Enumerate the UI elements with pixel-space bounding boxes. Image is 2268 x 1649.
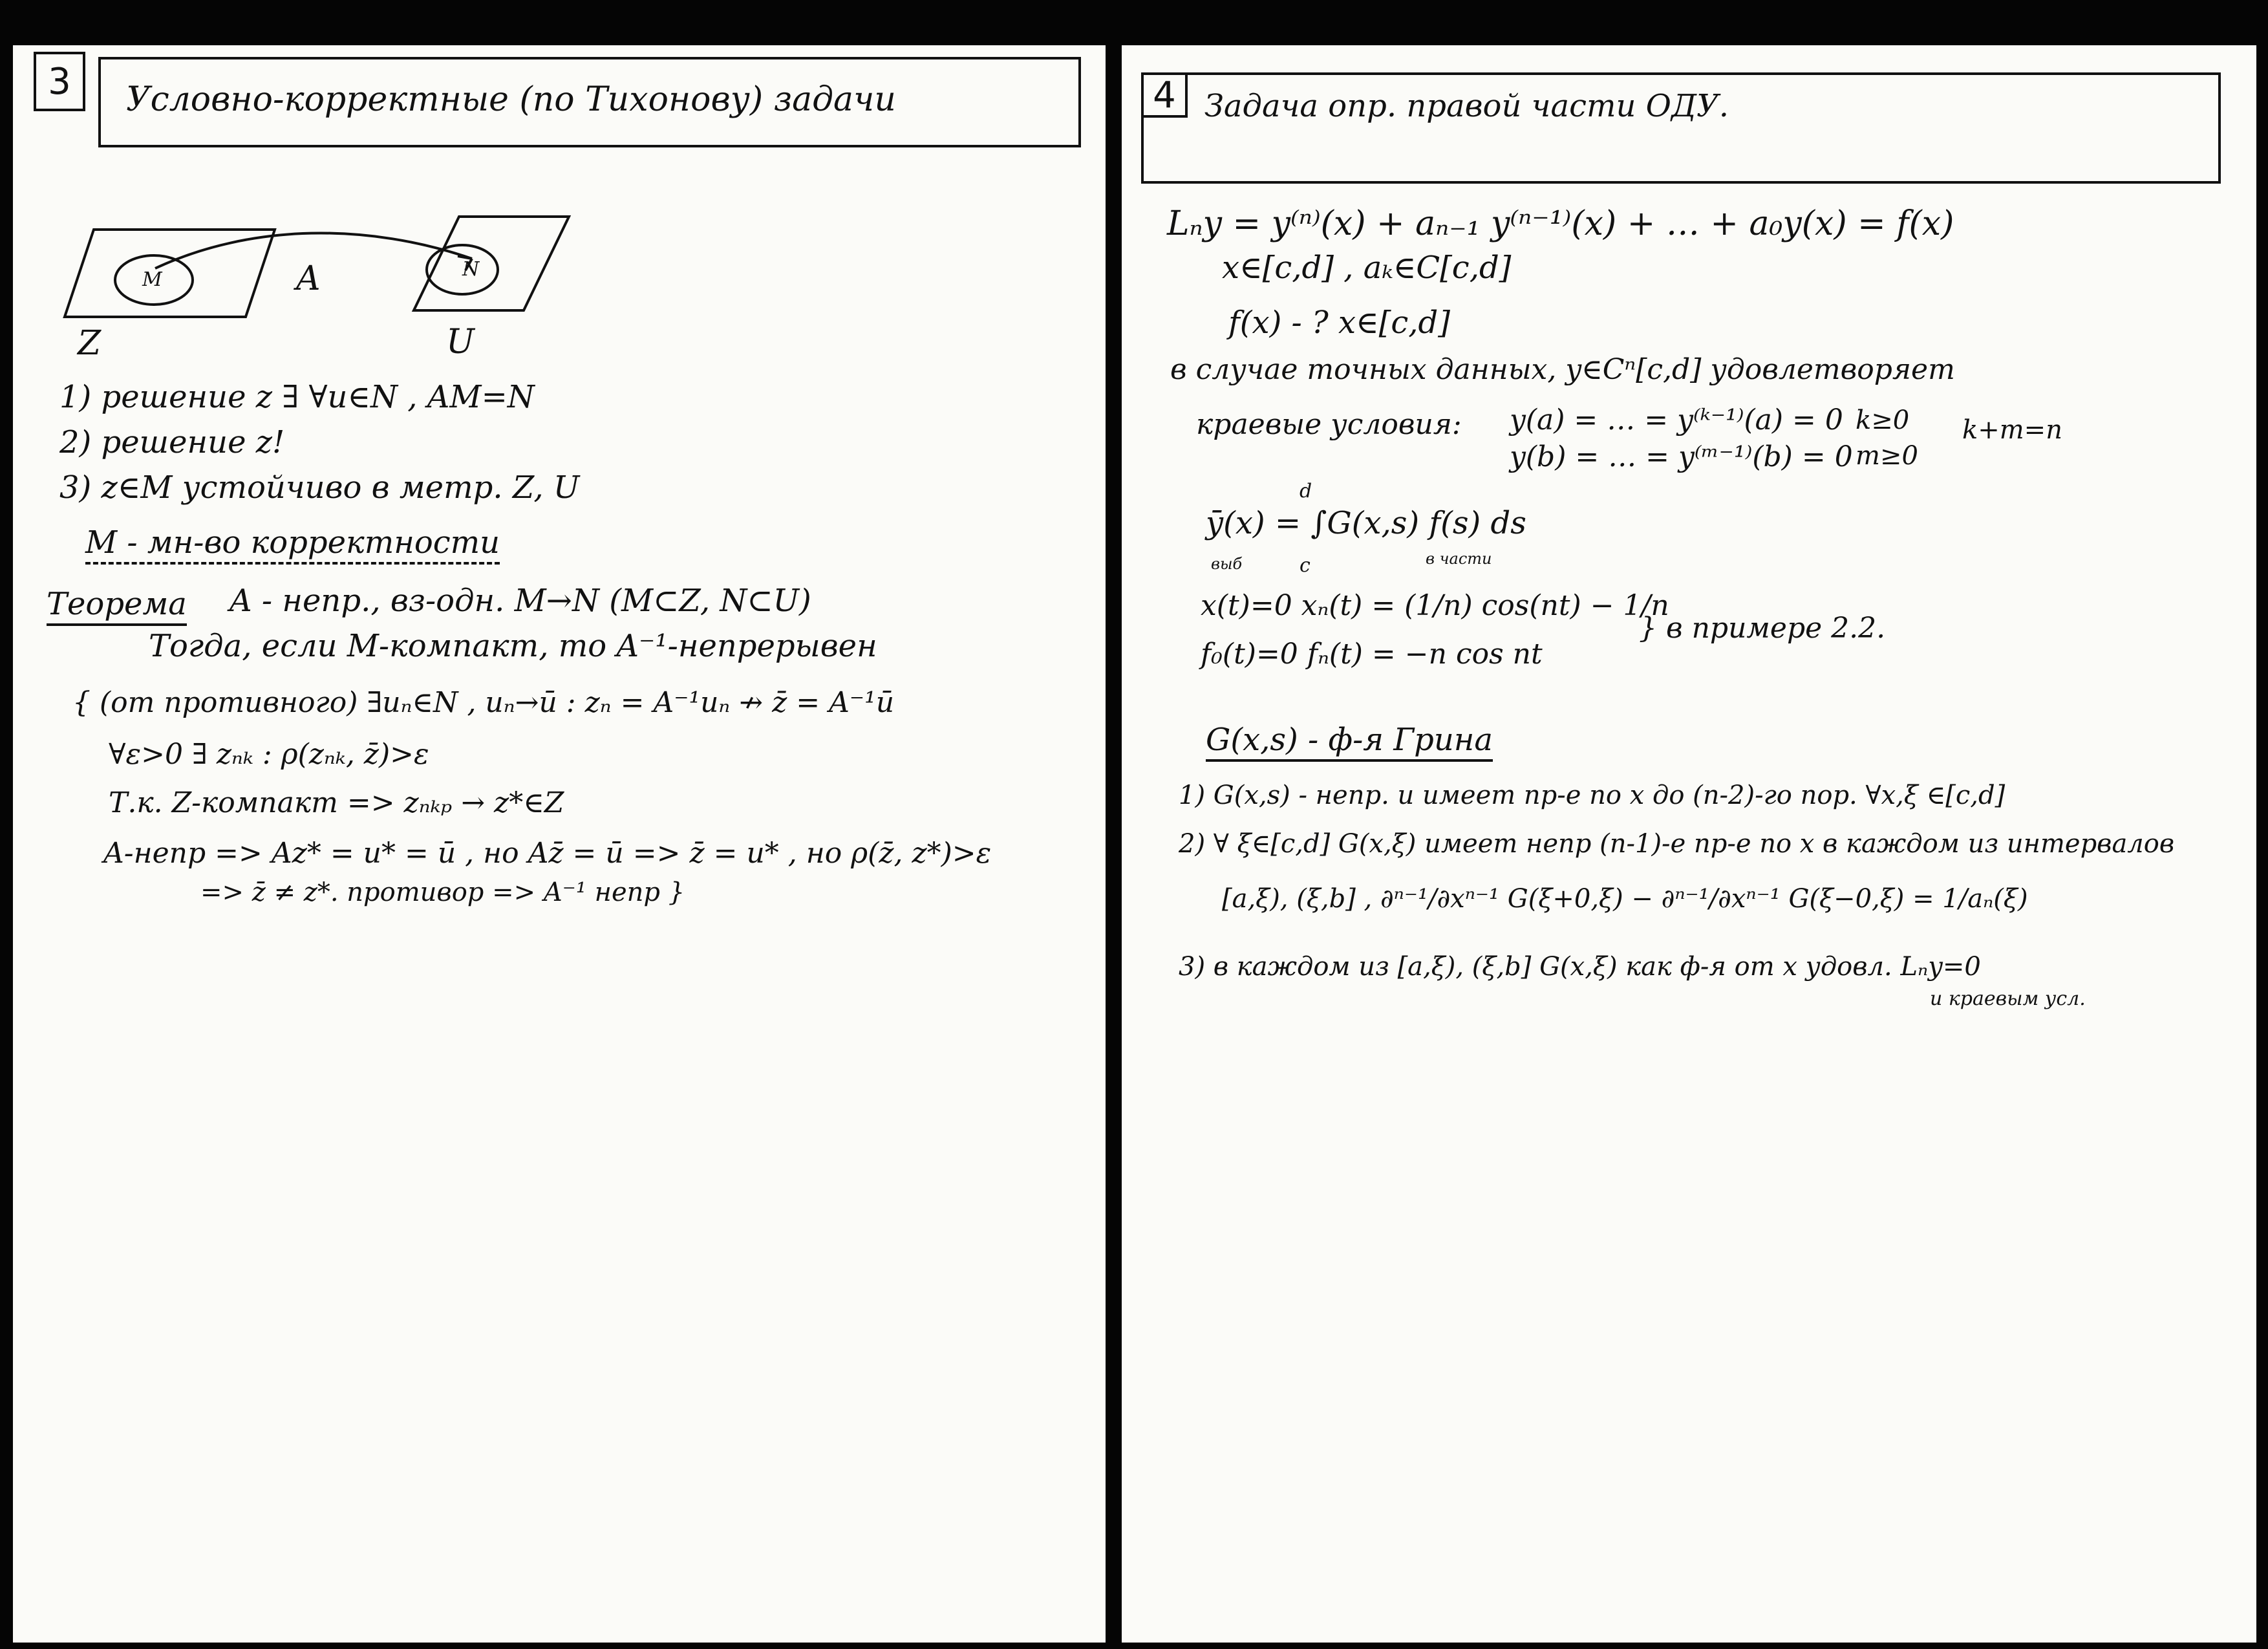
theorem-line-2: Тогда, если M-компакт, то A⁻¹-непрерывен [149,628,877,664]
proof-line-5: => z̄ ≠ z*. противор => A⁻¹ непр } [200,878,685,907]
proof-line-1: { (от противного) ∃uₙ∈N , uₙ→ū : zₙ = A⁻¹uₙ ↛ z̄ = A⁻¹ū [72,686,895,719]
integral-upper-limit: d [1300,480,1312,502]
boundary-conditions-label: краевые условия: [1196,408,1462,441]
proof-line-4: A-непр => Az* = u* = ū , но Az̄ = ū => z̄ = u* , но ρ(z̄, z*)>ε [103,837,992,870]
exact-data-line: в случае точных данных, y∈Cⁿ[c,d] удовлетворяет [1170,353,1955,386]
integral-note-left: выб [1211,555,1243,573]
right-notebook-page [1122,45,2256,1643]
boundary-cond-sum: k+m=n [1962,415,2062,445]
condition-2: 2) решение z! [59,424,285,460]
proof-line-3: Т.к. Z-компакт => zₙₖₚ → z*∈Z [109,786,564,819]
condition-3: 3) z∈M устойчиво в метр. Z, U [59,469,580,506]
space-z-label: Z [78,324,102,363]
set-n-label: N [462,258,480,281]
green-property-1: 1) G(x,s) - непр. и имеет пр-е по x до (n-2)-го пор. ∀x,ξ ∈[c,d] [1179,781,2006,810]
ticket-number: 4 [1153,74,1176,116]
example-note: } в примере 2.2. [1639,612,1886,645]
green-integral: ȳ(x) = ∫G(x,s) f(s) ds [1206,505,1526,541]
page-title: Условно-корректные (по Тихонову) задачи [126,80,896,119]
theorem-label: Теорема [47,588,187,626]
correctness-set-definition: M - мн-во корректности [85,527,500,565]
space-u-label: U [446,323,475,361]
boundary-cond-m: m≥0 [1856,441,1918,471]
boundary-line-b: y(b) = … = y⁽ᵐ⁻¹⁾(b) = 0 [1510,440,1853,473]
boundary-cond-k: k≥0 [1856,405,1910,435]
green-property-3: 3) в каждом из [a,ξ), (ξ,b] G(x,ξ) как ф-я от x удовл. Lₙy=0 [1179,952,1981,982]
left-notebook-page [13,45,1106,1643]
integral-note-right: в части [1426,550,1492,568]
operator-equation: Lₙy = y⁽ⁿ⁾(x) + aₙ₋₁ y⁽ⁿ⁻¹⁾(x) + … + a₀y(x) = f(x) [1167,204,1954,243]
set-m-label: M [142,268,162,291]
proof-line-2: ∀ε>0 ∃ zₙₖ : ρ(zₙₖ, z̄)>ε [109,738,429,771]
integral-lower-limit: c [1300,554,1311,577]
domain-line: x∈[c,d] , aₖ∈C[c,d] [1222,250,1512,286]
condition-1: 1) решение z ∃ ∀u∈N , AM=N [59,379,535,415]
mapping-diagram [58,197,614,365]
theorem-line-1: A - непр., вз-одн. M→N (M⊂Z, N⊂U) [230,583,811,619]
mapping-diagram-graphic [58,197,614,365]
ticket-number: 3 [48,60,71,103]
example-line-1: x(t)=0 xₙ(t) = (1/n) cos(nt) − 1/n [1201,589,1669,622]
boundary-line-a: y(a) = … = y⁽ᵏ⁻¹⁾(a) = 0 [1510,404,1843,436]
green-property-2: 2) ∀ ξ∈[c,d] G(x,ξ) имеет непр (n-1)-е пр-е по x в каждом из интервалов [1179,829,2175,859]
green-property-3-cont: и краевым усл. [1930,987,2086,1010]
operator-label: A [296,259,321,298]
unknown-function-line: f(x) - ? x∈[c,d] [1228,305,1450,341]
example-line-2: f₀(t)=0 fₙ(t) = −n cos nt [1201,638,1543,671]
page-title: Задача опр. правой части ОДУ. [1204,88,1729,124]
ticket-number-box-3 [34,52,85,111]
green-function-title: G(x,s) - ф-я Грина [1206,724,1493,762]
green-property-2-cont: [a,ξ), (ξ,b] , ∂ⁿ⁻¹/∂xⁿ⁻¹ G(ξ+0,ξ) − ∂ⁿ⁻¹/∂xⁿ⁻¹ G(ξ−0,ξ) = 1/aₙ(ξ) [1222,884,2028,914]
